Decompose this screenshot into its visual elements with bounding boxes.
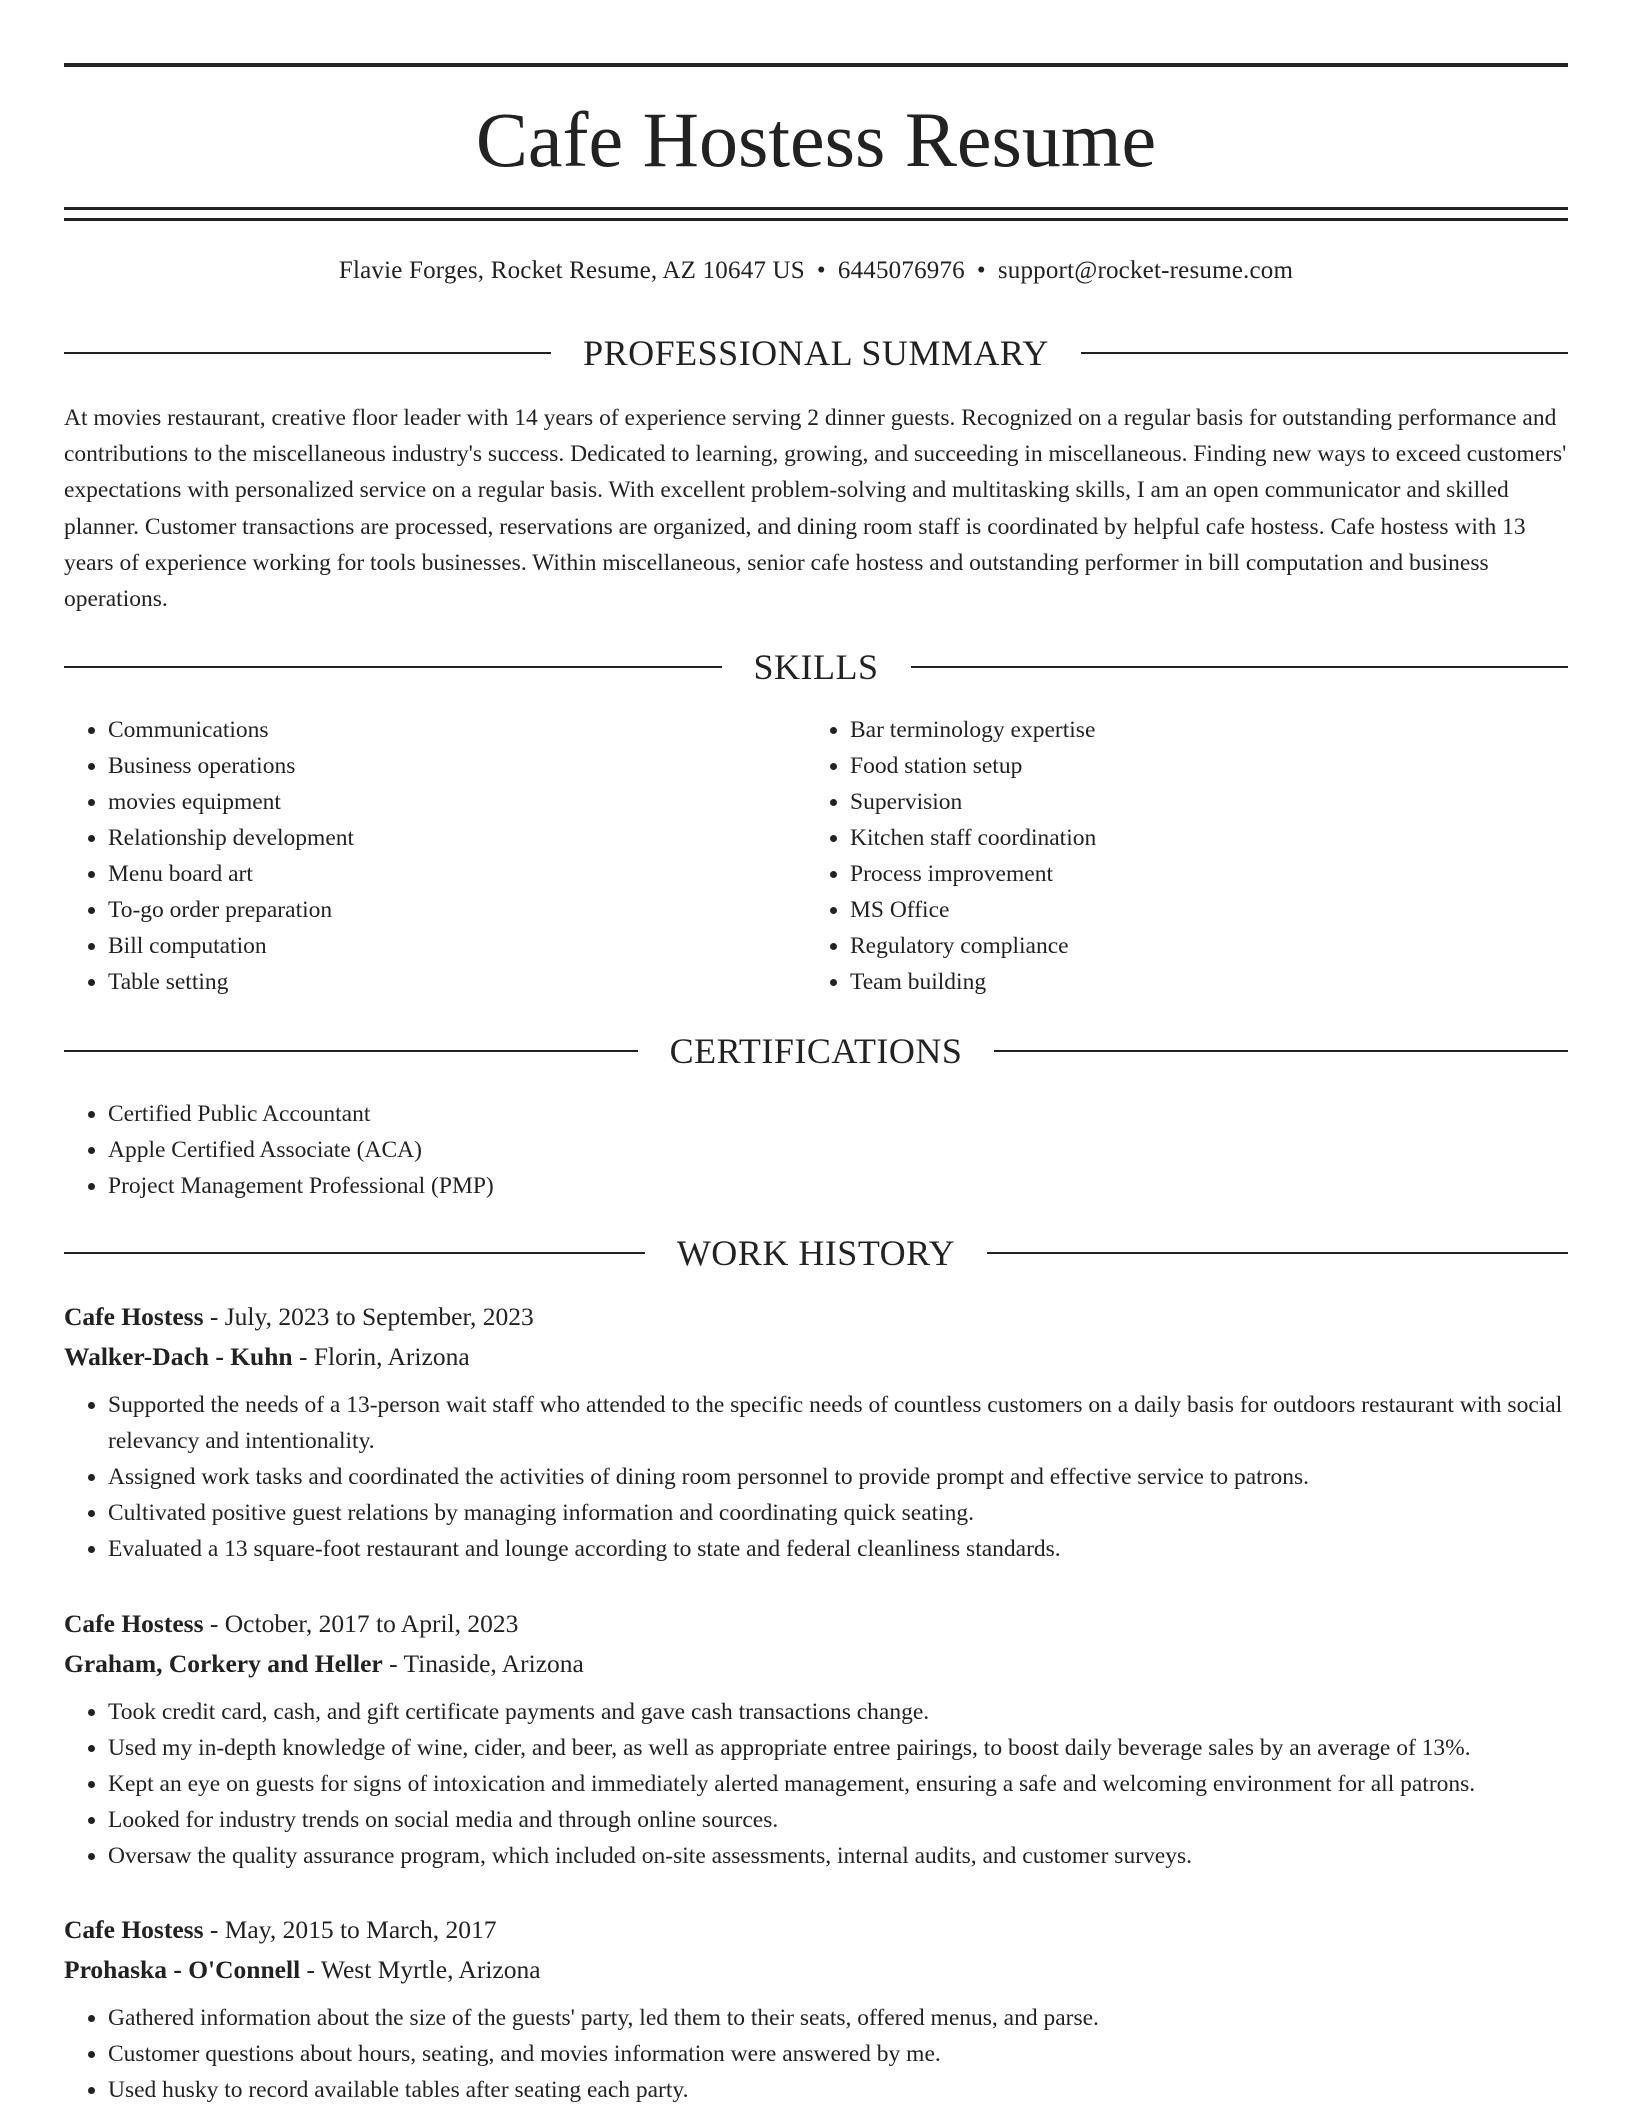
heading-rule bbox=[994, 1050, 1568, 1052]
job-title-line bbox=[64, 1297, 1568, 1337]
job-bullet: • Supported the needs of a 13-person wait staff who attended to the specific needs of countless customers on a daily basis for outdoors restaurant with social relevancy and intentionality. bbox=[108, 1387, 1568, 1459]
top-rule bbox=[64, 63, 1568, 67]
job-title-line bbox=[64, 1910, 1568, 1950]
summary-heading: PROFESSIONAL SUMMARY bbox=[583, 333, 1049, 373]
job-bullet: • Oversaw the quality assurance program, which included on-site assessments, internal audits, and customer surveys. bbox=[108, 1838, 1568, 1874]
job-entry bbox=[64, 1910, 1568, 2108]
job-dates: - July, 2023 to September, 2023 bbox=[203, 1302, 534, 1331]
job-bullet: • Kept an eye on guests for signs of intoxication and immediately alerted management, ensuring a safe and welcoming environment for all patrons. bbox=[108, 1766, 1568, 1802]
resume-title: Cafe Hostess Resume bbox=[475, 96, 1157, 183]
heading-rule bbox=[64, 666, 722, 668]
skill-item: • Relationship development bbox=[108, 820, 764, 856]
job-bullet: • Gathered information about the size of the guests' party, led them to their seats, offered menus, and parse. bbox=[108, 2000, 1568, 2036]
job-bullet: • Assigned work tasks and coordinated the activities of dining room personnel to provide prompt and effective service to patrons. bbox=[108, 1459, 1568, 1495]
job-title: Cafe Hostess bbox=[64, 1609, 204, 1638]
contact-line bbox=[64, 254, 1568, 288]
skill-item: • To-go order preparation bbox=[108, 892, 764, 928]
skill-item: • Process improvement bbox=[850, 856, 1506, 892]
job-bullet: • Used my in-depth knowledge of wine, cider, and beer, as well as appropriate entree pairings, to boost daily beverage sales by an average of 13%. bbox=[108, 1730, 1568, 1766]
heading-rule bbox=[64, 352, 551, 354]
heading-rule bbox=[64, 1050, 638, 1052]
job-location: - Florin, Arizona bbox=[292, 1342, 470, 1371]
skill-item: • Bar terminology expertise bbox=[850, 712, 1506, 748]
summary-text: At movies restaurant, creative floor leader with 14 years of experience serving 2 dinner guests. Recognized on a regular basis for outstanding performance and contributions to the miscellaneous industry's success. Dedicated to learning, growing, and succeeding in miscellaneous. Finding new ways to exceed customers' expectations with personalized service on a regular basis. With excellent problem-solving and multitasking skills, I am an open communicator and skilled planner. Customer transactions are processed, reservations are organized, and dining room staff is coordinated by helpful cafe hostess. Cafe hostess with 13 years of experience working for tools businesses. Within miscellaneous, senior cafe hostess and outstanding performer in bill computation and business operations. bbox=[64, 405, 1567, 613]
bullet-separator: • bbox=[976, 257, 986, 284]
job-title: Cafe Hostess bbox=[64, 1915, 204, 1944]
certification-item: • Apple Certified Associate (ACA) bbox=[108, 1132, 1464, 1168]
job-location: - West Myrtle, Arizona bbox=[300, 1955, 541, 1984]
skill-item: • Business operations bbox=[108, 748, 764, 784]
job-bullet: • Looked for industry trends on social media and through online sources. bbox=[108, 1802, 1568, 1838]
skill-item: • Table setting bbox=[108, 964, 764, 1000]
certifications-list bbox=[64, 1096, 1464, 1204]
job-bullets bbox=[64, 2000, 1568, 2108]
job-company: Graham, Corkery and Heller bbox=[64, 1649, 383, 1678]
job-title: Cafe Hostess bbox=[64, 1302, 204, 1331]
skills-right-column bbox=[806, 712, 1506, 1000]
skill-item: • Menu board art bbox=[108, 856, 764, 892]
job-bullets bbox=[64, 1694, 1568, 1874]
work-history-heading: WORK HISTORY bbox=[676, 1233, 956, 1273]
job-dates: - May, 2015 to March, 2017 bbox=[203, 1915, 497, 1944]
job-bullet: • Cultivated positive guest relations by managing information and coordinating quick seating. bbox=[108, 1495, 1568, 1531]
job-bullet: • Took credit card, cash, and gift certificate payments and gave cash transactions change. bbox=[108, 1694, 1568, 1730]
contact-address: Flavie Forges, Rocket Resume, AZ 10647 US bbox=[338, 257, 805, 284]
job-bullet: • Customer questions about hours, seating, and movies information were answered by me. bbox=[108, 2036, 1568, 2072]
job-bullets bbox=[64, 1387, 1568, 1567]
job-entry bbox=[64, 1604, 1568, 1874]
job-bullet: • Used husky to record available tables after seating each party. bbox=[108, 2072, 1568, 2108]
heading-rule bbox=[1081, 352, 1568, 354]
job-company-line bbox=[64, 1644, 1568, 1684]
skills-left-column bbox=[64, 712, 764, 1000]
certification-item: • Certified Public Accountant bbox=[108, 1096, 1464, 1132]
heading-rule bbox=[987, 1252, 1568, 1254]
job-entry bbox=[64, 1297, 1568, 1567]
skills-heading: SKILLS bbox=[753, 647, 879, 687]
contact-phone: 6445076976 bbox=[837, 257, 965, 284]
job-company-line bbox=[64, 1337, 1568, 1377]
skill-item: • Food station setup bbox=[850, 748, 1506, 784]
job-company: Prohaska - O'Connell bbox=[64, 1955, 301, 1984]
job-title-line bbox=[64, 1604, 1568, 1644]
bullet-separator: • bbox=[816, 257, 826, 284]
skill-item: • movies equipment bbox=[108, 784, 764, 820]
skill-item: • Kitchen staff coordination bbox=[850, 820, 1506, 856]
job-company: Walker-Dach - Kuhn bbox=[64, 1342, 293, 1371]
skill-item: • Supervision bbox=[850, 784, 1506, 820]
skills-section-header bbox=[64, 645, 1568, 689]
heading-rule bbox=[911, 666, 1569, 668]
summary-section-header bbox=[64, 331, 1568, 375]
certifications-section-header bbox=[64, 1029, 1568, 1073]
job-bullet: • Evaluated a 13 square-foot restaurant and lounge according to state and federal cleanliness standards. bbox=[108, 1531, 1568, 1567]
skill-item: • MS Office bbox=[850, 892, 1506, 928]
skill-item: • Team building bbox=[850, 964, 1506, 1000]
skill-item: • Regulatory compliance bbox=[850, 928, 1506, 964]
heading-rule bbox=[64, 1252, 645, 1254]
job-location: - Tinaside, Arizona bbox=[382, 1649, 584, 1678]
job-dates: - October, 2017 to April, 2023 bbox=[203, 1609, 519, 1638]
skill-item: • Communications bbox=[108, 712, 764, 748]
certification-item: • Project Management Professional (PMP) bbox=[108, 1168, 1464, 1204]
job-company-line bbox=[64, 1950, 1568, 1990]
contact-email: support@rocket-resume.com bbox=[997, 257, 1294, 284]
certifications-heading: CERTIFICATIONS bbox=[669, 1031, 963, 1071]
skill-item: • Bill computation bbox=[108, 928, 764, 964]
title-double-rule bbox=[64, 207, 1568, 221]
work-history-section-header bbox=[64, 1231, 1568, 1275]
